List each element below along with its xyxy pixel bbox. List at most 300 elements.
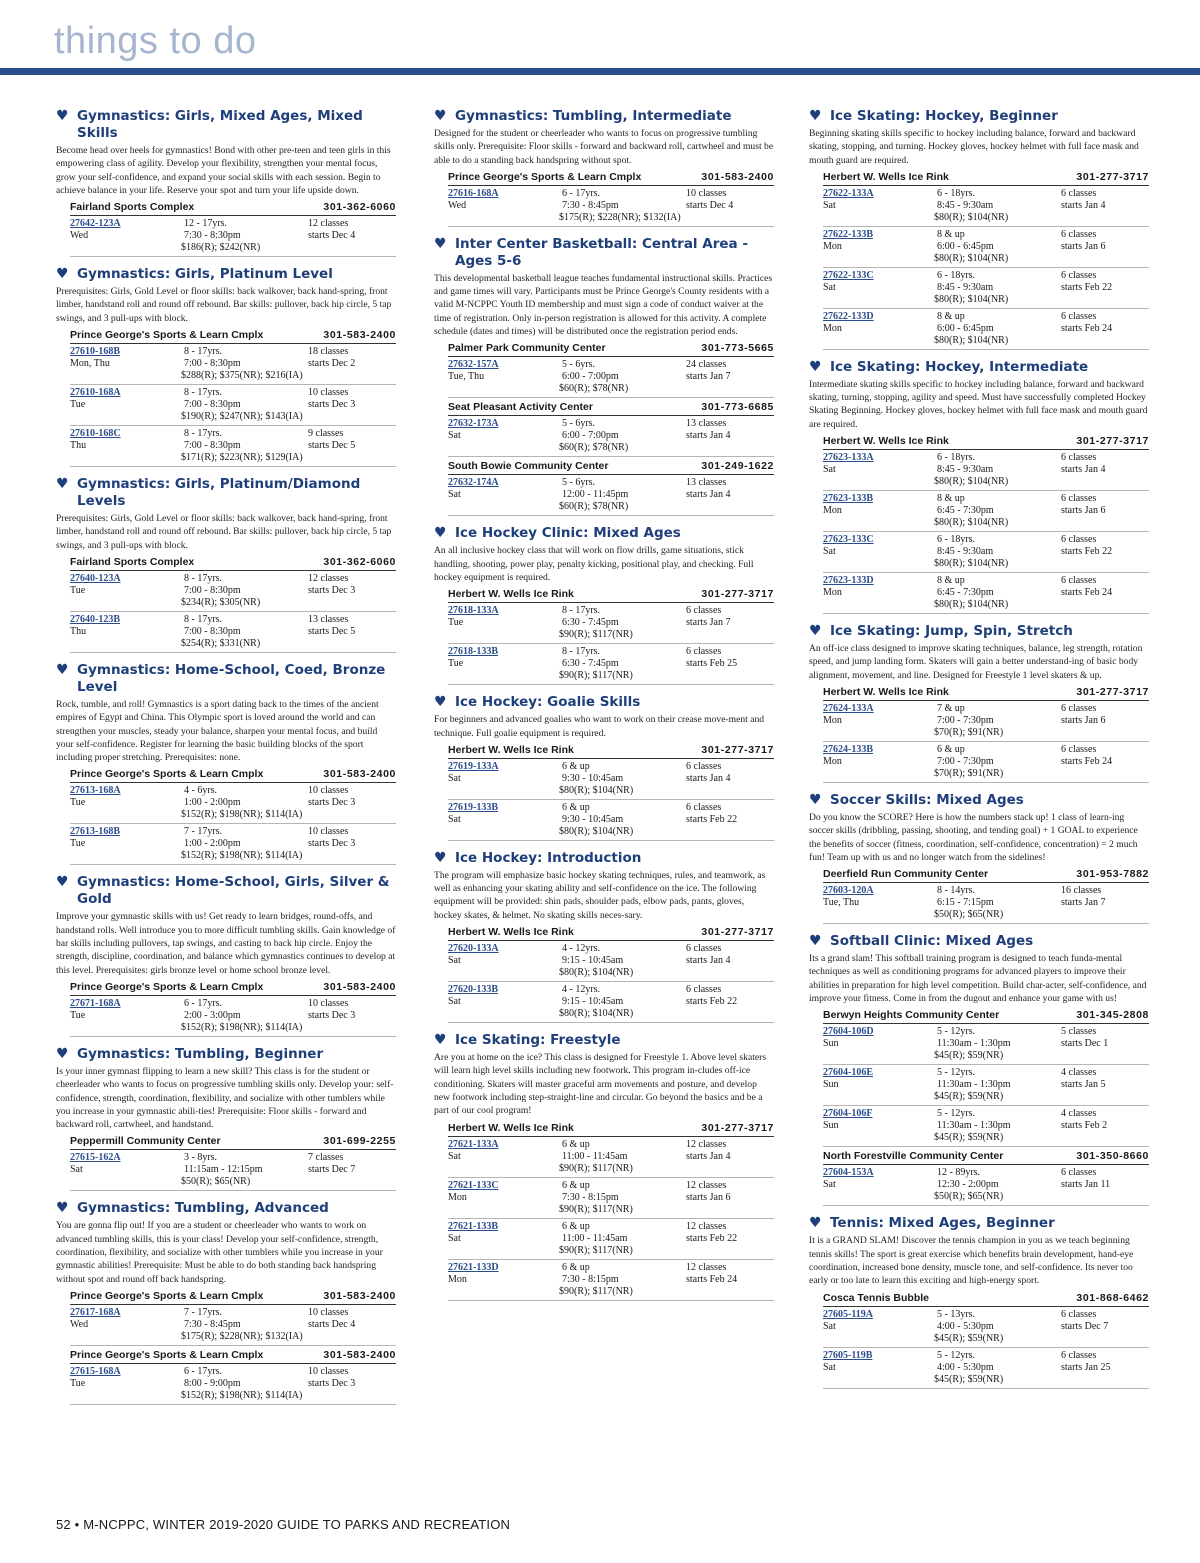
age-range: 8 & up	[937, 310, 965, 322]
class-count: 6 classes	[686, 646, 722, 658]
class-code-link[interactable]: 27671-168A	[70, 997, 121, 1009]
entry-row	[448, 1274, 774, 1286]
program-description: Prerequisites: Girls, Gold Level or floor skills: back walkover, back hand-spring, front limber, handstand roll and round off rebound. Bar skills: pullover, back hip circle, 5 tap swings, and 3 pull-ups with block.	[56, 286, 392, 324]
entry-row	[70, 1307, 396, 1319]
class-count: 4 classes	[1061, 1067, 1097, 1079]
class-fee: $45(R); $59(NR)	[934, 1373, 1004, 1385]
meeting-day: Wed	[448, 199, 467, 211]
venue-header	[823, 685, 1149, 701]
heart-icon: ♥	[809, 933, 822, 950]
class-count: 6 classes	[1061, 187, 1097, 199]
age-range: 4 - 12yrs.	[562, 943, 601, 955]
class-code-link[interactable]: 27620-133B	[448, 984, 498, 996]
heart-icon: ♥	[56, 108, 69, 124]
entry-row	[823, 1067, 1149, 1079]
class-code-link[interactable]: 27623-133B	[823, 493, 873, 505]
entry-row	[70, 1366, 396, 1378]
start-date: starts Dec 7	[308, 1164, 356, 1176]
meeting-day: Sat	[823, 546, 836, 558]
meeting-day: Sat	[823, 1320, 836, 1332]
heart-icon: ♥	[809, 358, 822, 375]
class-code-link[interactable]: 27640-123A	[70, 572, 121, 584]
venue-header	[70, 1134, 396, 1150]
class-count: 6 classes	[1061, 575, 1097, 587]
program-title-text: Ice Skating: Hockey, Intermediate	[830, 358, 1089, 375]
program-title-text: Ice Skating: Hockey, Beginner	[830, 108, 1058, 124]
venue-block	[70, 767, 396, 865]
column-3	[809, 108, 1149, 1398]
venue-header	[448, 400, 774, 416]
class-code-link[interactable]: 27605-119A	[823, 1308, 873, 1320]
entry-row	[823, 1350, 1149, 1362]
start-date: starts Dec 4	[308, 230, 356, 242]
venue-block	[448, 459, 774, 516]
page-header	[0, 0, 1200, 78]
meeting-time: 8:45 - 9:30am	[937, 199, 994, 211]
venue-block	[823, 434, 1149, 614]
venue-header	[70, 1289, 396, 1305]
class-code-link[interactable]: 27613-168A	[70, 785, 121, 797]
program-title	[434, 108, 774, 125]
start-date: starts Jan 4	[1061, 464, 1106, 476]
meeting-day: Mon	[448, 1273, 467, 1285]
entry-row	[823, 1362, 1149, 1374]
venue-name: North Forestville Community Center	[823, 1150, 1004, 1163]
class-code-link[interactable]: 27604-106D	[823, 1026, 874, 1038]
age-range: 5 - 6yrs.	[562, 359, 596, 371]
meeting-time: 12:00 - 11:45pm	[562, 489, 629, 501]
age-range: 4 - 12yrs.	[562, 984, 601, 996]
program-description: Improve your gymnastic skills with us! Get ready to learn bridges, round-offs, and handstand rolls. Well introduce you to more difficult tumbling skills. Gain knowledge of bar skills including pullovers, tap swings, and casting to back hip circle. Enjoy the strength, discipline, coordination, and balance which gymnastics continues to develop at this level. Prerequisites: girls bronze level or home school bronze level.	[56, 911, 396, 976]
program-title	[809, 933, 1149, 950]
entry-row	[823, 311, 1149, 323]
start-date: starts Dec 3	[308, 399, 356, 411]
meeting-time: 4:00 - 5:30pm	[937, 1361, 994, 1373]
start-date: starts Dec 4	[308, 1318, 356, 1330]
class-count: 6 classes	[1061, 702, 1097, 714]
meeting-day: Tue	[448, 617, 464, 629]
venue-header	[448, 587, 774, 603]
venue-header	[448, 743, 774, 759]
meeting-time: 7:00 - 7:30pm	[937, 714, 994, 726]
class-code-link[interactable]: 27618-133A	[448, 605, 499, 617]
class-entry	[448, 1260, 774, 1301]
entry-row	[448, 418, 774, 430]
class-entry	[448, 1137, 774, 1178]
start-date: starts Feb 24	[1061, 755, 1113, 767]
meeting-time: 1:00 - 2:00pm	[184, 838, 241, 850]
class-count: 6 classes	[1061, 228, 1097, 240]
venue-name: Herbert W. Wells Ice Rink	[448, 926, 574, 939]
venue-header	[70, 555, 396, 571]
class-entry	[70, 1150, 396, 1191]
venue-header	[823, 1291, 1149, 1307]
venue-block	[448, 743, 774, 841]
program-title	[809, 108, 1149, 125]
entry-row	[70, 573, 396, 585]
entry-row	[70, 230, 396, 242]
age-range: 6 - 18yrs.	[937, 452, 976, 464]
program-description: Are you at home on the ice? This class is designed for Freestyle 1. Above level skaters will learn high level skills including new footwork. This program in-cludes off-ice conditioning. Skaters will master graceful arm movements and posture, and develop new footwork including step-straight-line and circular. Go beyond the basics and be a part of our cool program!	[434, 1052, 767, 1117]
program-title-text: Ice Hockey: Goalie Skills	[455, 694, 641, 711]
class-code-link[interactable]: 27632-157A	[448, 359, 499, 371]
entry-row	[823, 452, 1149, 464]
venue-block	[70, 980, 396, 1037]
class-code-link[interactable]: 27621-133A	[448, 1138, 499, 1150]
entry-row	[823, 1167, 1149, 1179]
start-date: starts Feb 22	[686, 996, 738, 1008]
program-section	[809, 623, 1149, 783]
program-description: You are gonna flip out! If you are a student or cheerleader who wants to work on advanced tumbling skills, this is your class! Develop your self-confidence, strength, coordination, flexibility, and socialize with other tumblers while you increase in your gymnastic abilities! Prerequisite: Must be able to do both standing back handspring without spot and round off back handspring.	[56, 1220, 383, 1285]
class-code-link[interactable]: 27605-119B	[823, 1349, 873, 1361]
program-title	[434, 694, 774, 711]
class-count: 6 classes	[1061, 493, 1097, 505]
class-code-link[interactable]: 27616-168A	[448, 187, 499, 199]
entry-row	[448, 814, 774, 826]
class-count: 24 classes	[686, 359, 727, 371]
class-fee: $60(R); $78(NR)	[559, 383, 629, 395]
entry-row	[823, 493, 1149, 505]
class-code-link[interactable]: 27620-133A	[448, 943, 499, 955]
start-date: starts Jan 4	[686, 489, 731, 501]
meeting-day: Sat	[823, 464, 836, 476]
entry-row	[823, 587, 1149, 599]
age-range: 6 - 17yrs.	[184, 997, 223, 1009]
meeting-day: Tue	[70, 838, 86, 850]
venue-block	[70, 1348, 396, 1405]
class-code-link[interactable]: 27615-162A	[70, 1152, 121, 1164]
meeting-day: Sat	[823, 281, 836, 293]
age-range: 5 - 12yrs.	[937, 1026, 976, 1038]
venue-name: Prince George's Sports & Learn Cmplx	[70, 329, 264, 342]
class-entry	[823, 227, 1149, 268]
start-date: starts Dec 3	[308, 584, 356, 596]
class-entry	[448, 603, 774, 644]
class-fee: $60(R); $78(NR)	[559, 442, 629, 454]
class-entry	[823, 883, 1149, 924]
meeting-day: Sat	[823, 1179, 836, 1191]
venue-header	[448, 459, 774, 475]
class-code-link[interactable]: 27622-133C	[823, 269, 874, 281]
class-entry	[823, 532, 1149, 573]
meeting-day: Sat	[823, 199, 836, 211]
class-code-link[interactable]: 27623-133A	[823, 452, 874, 464]
class-code-link[interactable]: 27622-133B	[823, 228, 873, 240]
venue-phone: 301-583-2400	[323, 329, 396, 342]
class-code-link[interactable]: 27622-133D	[823, 310, 874, 322]
entry-row	[823, 885, 1149, 897]
entry-row	[70, 428, 396, 440]
entry-row	[823, 229, 1149, 241]
class-entry	[448, 186, 774, 227]
class-code-link[interactable]: 27642-123A	[70, 218, 121, 230]
venue-name: Peppermill Community Center	[70, 1135, 221, 1148]
class-fee: $45(R); $59(NR)	[934, 1050, 1004, 1062]
program-title	[56, 1046, 396, 1063]
entry-row	[448, 773, 774, 785]
class-fee: $45(R); $59(NR)	[934, 1091, 1004, 1103]
class-code-link[interactable]: 27615-168A	[70, 1365, 121, 1377]
meeting-time: 2:00 - 3:00pm	[184, 1009, 241, 1021]
class-code-link[interactable]: 27632-173A	[448, 418, 499, 430]
class-entry	[448, 475, 774, 516]
start-date: starts Dec 5	[308, 625, 356, 637]
class-count: 10 classes	[308, 387, 349, 399]
entry-row	[448, 802, 774, 814]
meeting-time: 7:00 - 8:30pm	[184, 399, 241, 411]
heart-icon: ♥	[56, 874, 69, 891]
page-footer: 52 • M-NCPPC, WINTER 2019-2020 GUIDE TO PARKS AND RECREATION	[56, 1517, 511, 1532]
venue-header	[448, 1121, 774, 1137]
class-fee: $80(R); $104(NR)	[934, 476, 1009, 488]
program-description: It is a GRAND SLAM! Discover the tennis champion in you as we teach beginning tennis skills! The sport is great exercise which benefits brain development, hand-eye coordination, increased bone density, muscle tone, and self-confidence. Its never too early or too late to learn this exciting and high-energy sport.	[809, 1235, 1134, 1287]
start-date: starts Dec 1	[1061, 1038, 1109, 1050]
meeting-time: 1:00 - 2:00pm	[184, 797, 241, 809]
start-date: starts Feb 22	[686, 1232, 738, 1244]
venue-name: Fairland Sports Complex	[70, 201, 195, 214]
venue-name: Herbert W. Wells Ice Rink	[823, 435, 949, 448]
class-code-link[interactable]: 27632-174A	[448, 477, 499, 489]
meeting-day: Sat	[448, 1150, 461, 1162]
age-range: 8 - 17yrs.	[562, 605, 601, 617]
entry-row	[823, 546, 1149, 558]
class-code-link[interactable]: 27617-168A	[70, 1306, 121, 1318]
meeting-time: 11:30am - 1:30pm	[937, 1038, 1011, 1050]
entry-row	[448, 1180, 774, 1192]
venue-header	[448, 170, 774, 186]
start-date: starts Dec 3	[308, 1377, 356, 1389]
class-code-link[interactable]: 27624-133B	[823, 743, 873, 755]
start-date: starts Dec 4	[686, 199, 734, 211]
entry-row	[70, 399, 396, 411]
class-code-link[interactable]: 27623-133C	[823, 534, 874, 546]
class-fee: $234(R); $305(NR)	[181, 596, 261, 608]
class-code-link[interactable]: 27604-153A	[823, 1167, 874, 1179]
class-entry	[823, 1065, 1149, 1106]
meeting-time: 8:45 - 9:30am	[937, 281, 994, 293]
heart-icon: ♥	[56, 476, 69, 493]
start-date: starts Jan 4	[686, 955, 731, 967]
class-code-link[interactable]: 27610-168A	[70, 387, 121, 399]
venue-name: Seat Pleasant Activity Center	[448, 401, 593, 414]
entry-row	[448, 371, 774, 383]
class-fee: $254(R); $331(NR)	[181, 637, 261, 649]
class-code-link[interactable]: 27613-168B	[70, 826, 120, 838]
class-code-link[interactable]: 27603-120A	[823, 885, 874, 897]
age-range: 8 - 14yrs.	[937, 885, 976, 897]
entry-row	[823, 241, 1149, 253]
venue-header	[823, 434, 1149, 450]
age-range: 8 & up	[937, 228, 965, 240]
class-code-link[interactable]: 27623-133D	[823, 575, 874, 587]
program-description: An off-ice class designed to improve skating techniques, balance, leg strength, rotation speed, and jump landing form. Skaters will gain a better understand-ing of basic body alignment, movement, and line. Designed for Freestyle 1 level skaters & up.	[809, 643, 1143, 681]
class-count: 13 classes	[686, 418, 727, 430]
entry-row	[823, 1321, 1149, 1333]
program-title-text: Ice Skating: Freestyle	[455, 1032, 621, 1049]
heart-icon: ♥	[434, 525, 447, 542]
venue-block	[448, 400, 774, 457]
age-range: 5 - 12yrs.	[937, 1349, 976, 1361]
class-entry	[823, 701, 1149, 742]
meeting-time: 11:15am - 12:15pm	[184, 1164, 263, 1176]
age-range: 6 - 17yrs.	[184, 1365, 223, 1377]
program-section	[434, 694, 774, 841]
column-2	[434, 108, 774, 1310]
entry-row	[823, 1120, 1149, 1132]
class-count: 12 classes	[686, 1138, 727, 1150]
program-title-text: Soccer Skills: Mixed Ages	[830, 791, 1024, 808]
page-title: things to do	[54, 20, 257, 62]
venue-phone: 301-699-2255	[323, 1135, 396, 1148]
meeting-day: Tue, Thu	[823, 897, 860, 909]
class-fee: $45(R); $59(NR)	[934, 1332, 1004, 1344]
meeting-day: Tue	[70, 1377, 86, 1389]
entry-row	[823, 270, 1149, 282]
class-count: 6 classes	[686, 605, 722, 617]
class-code-link[interactable]: 27622-133A	[823, 187, 874, 199]
meeting-day: Sat	[448, 489, 461, 501]
class-fee: $186(R); $242(NR)	[181, 242, 261, 254]
heart-icon: ♥	[434, 235, 447, 252]
age-range: 6 & up	[562, 1220, 590, 1232]
program-description: Rock, tumble, and roll! Gymnastics is a sport dating back to the times of the ancient empires of Egypt and China. This Olympic sport is loved around the world and can strengthen your muscles, steady your balance, sharpen your mental focus, and build your self-confidence. Register for learning the basic building blocks of the sport including proper stretching. Prerequisites: none.	[56, 698, 379, 764]
class-code-link[interactable]: 27624-133A	[823, 702, 874, 714]
entry-row	[448, 984, 774, 996]
class-code-link[interactable]: 27640-123B	[70, 613, 120, 625]
meeting-time: 11:30am - 1:30pm	[937, 1079, 1011, 1091]
class-count: 6 classes	[1061, 534, 1097, 546]
entry-row	[823, 1108, 1149, 1120]
entry-row	[448, 617, 774, 629]
age-range: 8 - 17yrs.	[184, 572, 223, 584]
venue-name: Prince George's Sports & Learn Cmplx	[448, 170, 642, 183]
meeting-time: 4:00 - 5:30pm	[937, 1320, 994, 1332]
class-code-link[interactable]: 27621-133C	[448, 1179, 499, 1191]
class-code-link[interactable]: 27610-168C	[70, 428, 121, 440]
heart-icon: ♥	[434, 849, 447, 866]
class-fee: $70(R); $91(NR)	[934, 767, 1004, 779]
venue-header	[823, 1149, 1149, 1165]
age-range: 7 - 17yrs.	[184, 826, 223, 838]
meeting-time: 11:00 - 11:45am	[562, 1232, 628, 1244]
entry-row	[70, 998, 396, 1010]
class-fee: $80(R); $104(NR)	[934, 293, 1009, 305]
entry-row	[70, 1164, 396, 1176]
class-entry	[70, 1305, 396, 1346]
class-code-link[interactable]: 27621-133B	[448, 1220, 498, 1232]
program-description: Beginning skating skills specific to hockey including balance, forward and backward skating, stopping, and turning. Hockey gloves, hockey helmet with full face mask and mouth guard are required.	[809, 128, 1139, 166]
class-fee: $80(R); $104(NR)	[559, 1008, 634, 1020]
class-entry	[448, 941, 774, 982]
program-description: Is your inner gymnast flipping to learn a new skill? This class is for the student or cheerleader who wants to focus on progressive tumbling skills only. Develop your: self-confidence, strength, coordination, flexibility, and socialize with other tumblers while you increase in your gymnastic abili-ties! Prerequisite: Floor skills - forward and backward roll, cartwheel, and handstand.	[56, 1065, 394, 1131]
class-entry	[823, 1106, 1149, 1147]
venue-phone: 301-773-6685	[701, 401, 774, 414]
class-count: 5 classes	[1061, 1026, 1097, 1038]
class-code-link[interactable]: 27619-133A	[448, 760, 499, 772]
entry-row	[70, 614, 396, 626]
venue-header	[823, 867, 1149, 883]
meeting-time: 7:30 - 8:15pm	[562, 1191, 619, 1203]
entry-row	[70, 387, 396, 399]
start-date: starts Dec 5	[308, 440, 356, 452]
program-section	[56, 108, 396, 257]
class-entry	[70, 385, 396, 426]
class-code-link[interactable]: 27610-168B	[70, 346, 120, 358]
meeting-day: Sun	[823, 1079, 839, 1091]
entry-row	[70, 797, 396, 809]
entry-row	[448, 761, 774, 773]
program-section	[434, 108, 774, 227]
venue-name: Herbert W. Wells Ice Rink	[448, 743, 574, 756]
program-title-text: Inter Center Basketball: Central Area - Ages 5-6	[455, 235, 748, 269]
class-code-link[interactable]: 27604-106F	[823, 1108, 873, 1120]
class-entry	[70, 1364, 396, 1405]
program-section	[56, 662, 396, 865]
entry-row	[70, 346, 396, 358]
start-date: starts Jan 6	[686, 1191, 731, 1203]
class-code-link[interactable]: 27621-133D	[448, 1261, 499, 1273]
class-code-link[interactable]: 27619-133B	[448, 801, 498, 813]
class-count: 10 classes	[308, 826, 349, 838]
meeting-time: 9:30 - 10:45am	[562, 772, 624, 784]
class-count: 10 classes	[686, 187, 727, 199]
venue-name: Prince George's Sports & Learn Cmplx	[70, 980, 264, 993]
venue-block	[448, 925, 774, 1023]
class-fee: $90(R); $117(NR)	[559, 670, 633, 682]
class-fee: $80(R); $104(NR)	[934, 517, 1009, 529]
class-count: 6 classes	[1061, 1308, 1097, 1320]
class-entry	[448, 357, 774, 398]
age-range: 3 - 8yrs.	[184, 1152, 218, 1164]
class-code-link[interactable]: 27604-106E	[823, 1067, 873, 1079]
venue-header	[70, 767, 396, 783]
venue-phone: 301-583-2400	[701, 170, 774, 183]
age-range: 8 - 17yrs.	[184, 387, 223, 399]
class-count: 6 classes	[686, 984, 722, 996]
class-fee: $90(R); $117(NR)	[559, 1244, 633, 1256]
class-entry	[823, 268, 1149, 309]
start-date: starts Jan 4	[686, 1150, 731, 1162]
class-code-link[interactable]: 27618-133B	[448, 646, 498, 658]
entry-row	[70, 626, 396, 638]
class-entry	[70, 996, 396, 1037]
entry-row	[70, 440, 396, 452]
meeting-day: Tue	[70, 584, 86, 596]
class-count: 6 classes	[1061, 1349, 1097, 1361]
venue-phone: 301-773-5665	[701, 342, 774, 355]
entry-row	[70, 1378, 396, 1390]
class-fee: $60(R); $78(NR)	[559, 501, 629, 513]
entry-row	[70, 218, 396, 230]
entry-row	[448, 658, 774, 670]
meeting-time: 7:00 - 7:30pm	[937, 755, 994, 767]
entry-row	[448, 188, 774, 200]
class-fee: $50(R); $65(NR)	[934, 1191, 1004, 1203]
venue-name: Herbert W. Wells Ice Rink	[448, 588, 574, 601]
age-range: 8 - 17yrs.	[184, 346, 223, 358]
start-date: starts Jan 11	[1061, 1179, 1111, 1191]
class-entry	[823, 186, 1149, 227]
class-count: 6 classes	[686, 760, 722, 772]
class-count: 6 classes	[686, 943, 722, 955]
entry-row	[448, 1262, 774, 1274]
class-count: 6 classes	[686, 801, 722, 813]
heart-icon: ♥	[809, 108, 822, 124]
venue-phone: 301-350-8660	[1076, 1150, 1149, 1163]
meeting-day: Thu	[70, 625, 87, 637]
start-date: starts Jan 7	[686, 371, 731, 383]
meeting-time: 11:00 - 11:45am	[562, 1150, 628, 1162]
